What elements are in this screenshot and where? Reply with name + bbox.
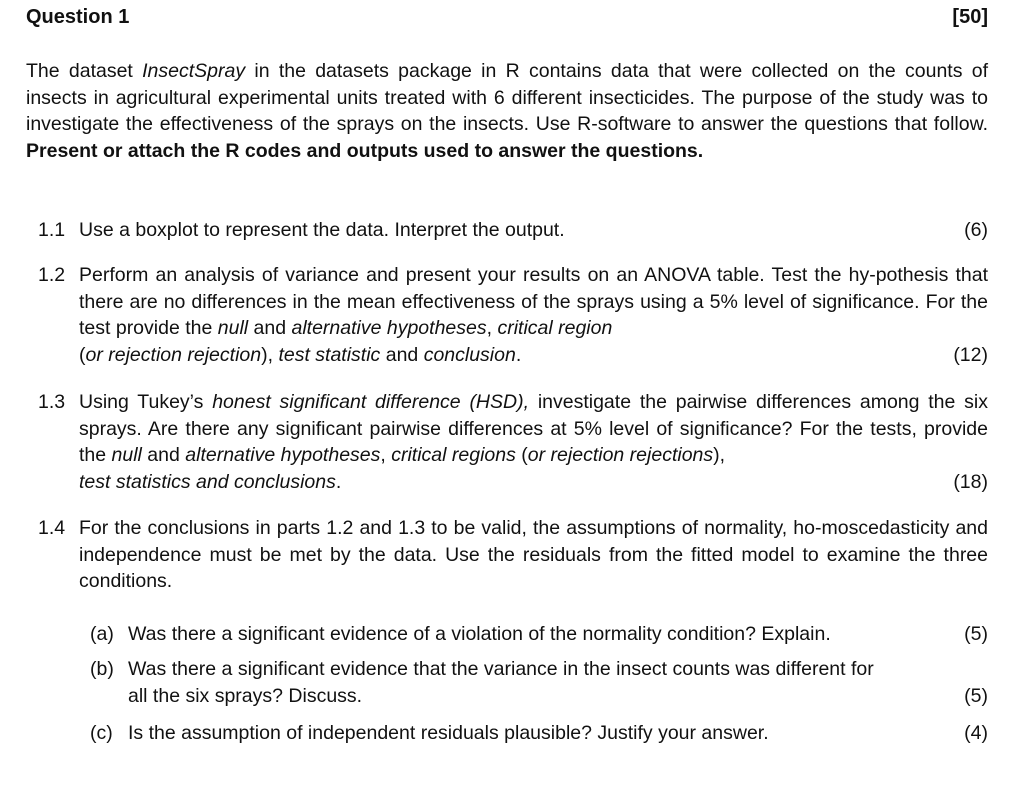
question-text: and (380, 343, 424, 366)
subquestion-label: (b) (90, 658, 114, 680)
question-text: . (335, 470, 342, 493)
question-number: 1.1 (38, 219, 66, 241)
question-text: investigate the pairwise differences among the six sprays. Are there any significant pairwise differences at 5% level of significance? For the tests, provide the (79, 391, 988, 466)
marks: (4) (964, 722, 988, 744)
total-marks: [50] (952, 6, 988, 28)
emphasis-hsd: honest significant difference (HSD), (212, 391, 530, 413)
question-text: ), (261, 343, 279, 366)
question-text: and (141, 444, 186, 466)
question-1-1 (38, 217, 988, 244)
subquestion-b (90, 656, 988, 709)
marks: (18) (953, 470, 988, 493)
emphasis-statistics-conclusions: test statistics and conclusions (79, 470, 336, 493)
question-1-4 (38, 515, 988, 595)
question-text: ), (713, 444, 726, 466)
marks: (12) (953, 343, 988, 366)
question-text: and (248, 317, 292, 339)
emphasis-critical-region: critical region (497, 317, 613, 339)
question-text: , (380, 444, 392, 466)
question-number: 1.3 (38, 391, 66, 413)
marks: (5) (964, 684, 988, 707)
emphasis-null: null (111, 444, 142, 466)
question-text: ( (79, 343, 86, 366)
emphasis-rejection: or rejection rejections (527, 444, 714, 466)
emphasis-critical-regions: critical regions (391, 444, 516, 466)
question-number: 1.4 (38, 517, 66, 539)
marks: (6) (964, 219, 988, 241)
subquestion-text: Is the assumption of independent residuals plausible? Justify your answer. (128, 722, 769, 744)
question-text: Use a boxplot to represent the data. Interpret the output. (79, 219, 565, 241)
intro-text: in the datasets package in R contains data that were collected on the counts of insects in agricultural experimental units treated with 6 different insecticides. The purpose of the study was to investigate the effectiveness of the sprays on the insects. Use R-software to answer the questions that follow. (26, 60, 989, 135)
question-header (26, 4, 988, 31)
subquestion-label: (c) (90, 722, 113, 744)
question-title: Question 1 (26, 6, 130, 28)
emphasis-alternative: alternative hypotheses (185, 444, 381, 466)
subquestion-c (90, 720, 988, 747)
question-text: Perform an analysis of variance and present your results on an ANOVA table. Test the hy-pothesis that there are no differences in the mean effectiveness of the sprays using a 5% level of significance. For the test provide the (79, 264, 988, 339)
subquestion-a (90, 621, 988, 648)
intro-paragraph (26, 58, 988, 164)
question-text: , (486, 317, 498, 339)
question-text: Using Tukey’s (79, 391, 213, 413)
question-1-2 (38, 262, 988, 368)
question-1-3 (38, 389, 988, 495)
question-text: For the conclusions in parts 1.2 and 1.3 to be valid, the assumptions of normality, ho-moscedasticity and independence must be met by the data. Use the residuals from the fitted model to examine the three conditions. (79, 517, 988, 592)
emphasis-rejection: or rejection rejection (85, 343, 262, 366)
bold-instruction: Present or attach the R codes and outputs used to answer the questions. (26, 139, 704, 162)
marks: (5) (964, 623, 988, 645)
emphasis-test-statistic: test statistic (278, 343, 381, 366)
subquestion-label: (a) (90, 623, 114, 645)
emphasis-null: null (217, 317, 249, 339)
question-number: 1.2 (38, 264, 66, 286)
question-text: . (515, 343, 522, 366)
subquestion-text-line2: all the six sprays? Discuss. (128, 684, 363, 707)
subquestion-text: Was there a significant evidence of a violation of the normality condition? Explain. (128, 623, 831, 645)
subquestion-text-line1: Was there a significant evidence that the variance in the insect counts was different for (128, 658, 874, 680)
intro-text: The dataset (26, 60, 143, 82)
emphasis-alternative: alternative hypotheses (291, 317, 487, 339)
dataset-name: InsectSpray (142, 60, 246, 82)
emphasis-conclusion: conclusion (423, 343, 516, 366)
question-text: ( (515, 444, 528, 466)
